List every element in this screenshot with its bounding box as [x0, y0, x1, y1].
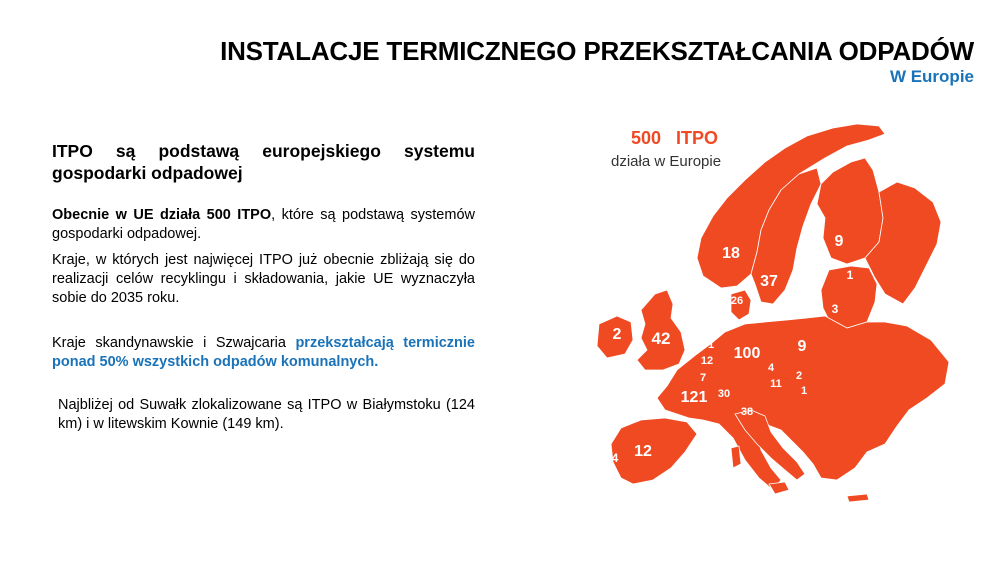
- count-norway: 18: [722, 245, 740, 262]
- count-austria: 11: [770, 378, 782, 390]
- headline-number: 500: [631, 128, 662, 148]
- scandinavia-plain: Kraje skandynawskie i Szwajcaria: [52, 335, 296, 351]
- count-denmark: 26: [730, 295, 744, 307]
- island-sicily: [769, 482, 789, 494]
- count-estonia: 1: [846, 268, 854, 282]
- count-france: 121: [680, 389, 708, 406]
- count-luxembourg: 7: [699, 372, 707, 384]
- region-iberia: [611, 418, 697, 484]
- count-belgium: 12: [700, 355, 714, 367]
- page-subtitle: W Europie: [889, 67, 974, 86]
- count-netherlands: 1: [707, 339, 715, 351]
- count-czechia: 4: [767, 362, 775, 374]
- paragraph-suwalki: Najbliżej od Suwałk zlokalizowane są ITPO w Białymstoku (124 km) i w litewskim Kownie (149 km).: [58, 397, 475, 432]
- count-slovakia: 2: [795, 370, 803, 382]
- headline-sub: działa w Europie: [611, 153, 722, 170]
- count-uk: 42: [651, 329, 671, 348]
- count-sweden: 37: [760, 273, 778, 290]
- paragraph-itpo-count: [52, 206, 475, 244]
- europe-map-svg: [585, 118, 965, 503]
- count-hungary: 1: [800, 385, 808, 397]
- count-germany: 100: [733, 345, 761, 362]
- count-italy: 38: [740, 406, 754, 418]
- scandinavia-highlight: przekształcają termicznie ponad 50% wszystkich odpadów komunalnych.: [52, 335, 475, 370]
- page-title: INSTALACJE TERMICZNEGO PRZEKSZTAŁCANIA ODPADÓW: [220, 36, 974, 66]
- count-portugal: 4: [611, 451, 619, 465]
- itpo-count-rest: , które są podstawą systemów gospodarki odpadowej.: [52, 207, 475, 242]
- country-finland: [817, 158, 883, 264]
- section-heading: ITPO są podstawą europejskiego systemu gospodarki odpadowej: [52, 141, 475, 183]
- island-sardinia: [731, 446, 741, 468]
- headline-unit: ITPO: [676, 128, 719, 148]
- count-poland: 9: [797, 338, 807, 355]
- count-switzerland: 30: [717, 388, 731, 400]
- paragraph-recycling-goals: Kraje, w których jest najwięcej ITPO już obecnie zbliżają się do realizacji celów recyklingu i składowania, jakie UE wyznaczyła sobie do 2035 roku.: [52, 252, 475, 306]
- island-crete: [847, 494, 869, 502]
- count-ireland: 2: [612, 326, 622, 343]
- count-spain: 12: [634, 443, 652, 460]
- count-baltics: 3: [831, 302, 839, 316]
- count-finland: 9: [834, 233, 844, 250]
- paragraph-scandinavia: [52, 334, 475, 372]
- itpo-count-bold: Obecnie w UE działa 500 ITPO: [52, 207, 272, 223]
- text-panel: [52, 140, 475, 441]
- europe-map: [585, 118, 965, 503]
